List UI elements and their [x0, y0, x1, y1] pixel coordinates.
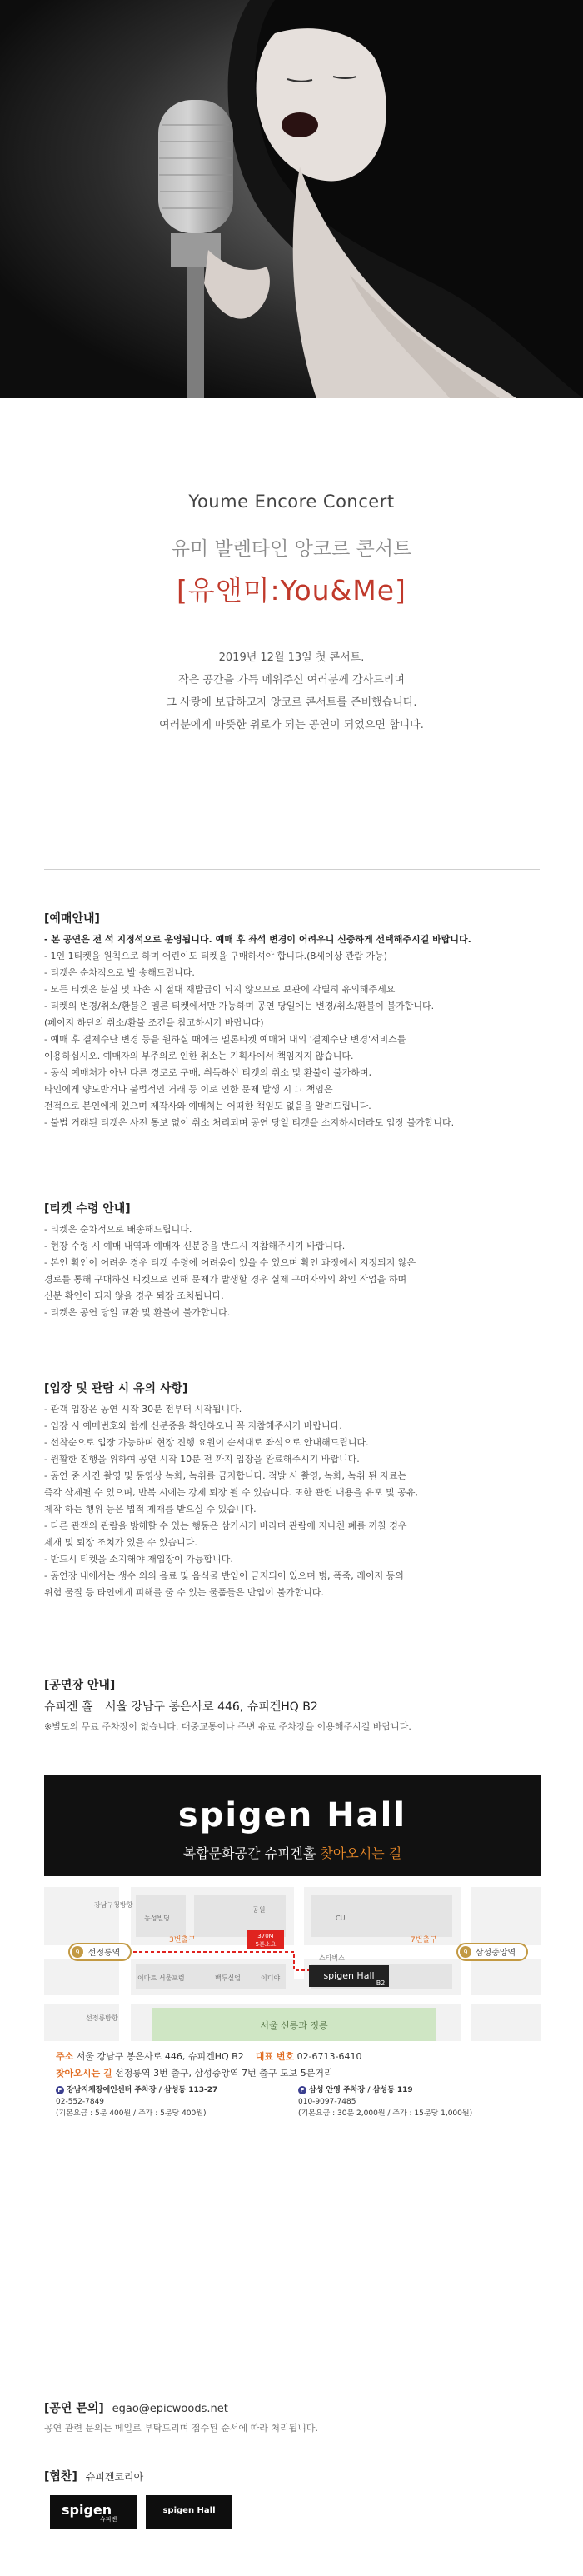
parking-right [298, 2084, 531, 2119]
list-item: (페이지 하단의 취소/환불 조건을 참고하시기 바랍니다) [44, 1017, 264, 1028]
list-item: 제작 하는 행위 등은 법적 제재를 받으실 수 있습니다. [44, 1504, 257, 1515]
directions-value: 선정릉역 3번 출구, 삼성중앙역 7번 출구 도보 5분거리 [115, 2068, 333, 2079]
sponsor-heading: [협찬] [44, 2470, 77, 2484]
map-block [44, 1775, 541, 2141]
map-label: 동성빌딩 [144, 1915, 170, 1922]
map-label: 강남구청방향 [94, 1901, 133, 1909]
list-item: - 현장 수령 시 예매 내역과 예매자 신분증을 반드시 지참해주시기 바랍니다. [44, 1241, 346, 1251]
venue-line [44, 1698, 552, 1715]
list-item: - 1인 1티켓을 원칙으로 하며 어린이도 티켓을 구매하셔야 합니다.(8세이상 관람 가능) [44, 951, 388, 961]
map-hall-label: spigen Hall [323, 1970, 375, 1981]
list-item: 신분 확인이 되지 않을 경우 퇴장 조치됩니다. [44, 1290, 224, 1301]
section-heading: [입장 및 관람 시 유의 사항] [44, 1382, 188, 1395]
contact-section [44, 2399, 552, 2434]
park-label: 서울 선릉과 정릉 [260, 2020, 328, 2031]
list-item: - 티켓은 순차적으로 배송해드립니다. [44, 1224, 192, 1235]
list-item: - 선착순으로 입장 가능하며 현장 진행 요원이 순서대로 좌석으로 안내해드립니다. [44, 1437, 369, 1448]
list-item: 즉각 삭제될 수 있으며, 반복 시에는 강제 퇴장 될 수 있습니다. 또한 관련 내용을 유포 및 공유, [44, 1487, 418, 1498]
addr-label: 주소 [56, 2051, 74, 2062]
parking-note: ※별도의 무료 주차장이 없습니다. 대중교통이나 주변 유료 주차장을 이용해주시길 바랍니다. [44, 1721, 411, 1732]
map-label: 선정릉방향 [86, 2014, 118, 2022]
english-title: Youme Encore Concert [188, 492, 395, 512]
list-item: - 공연 중 사진 촬영 및 동영상 녹화, 녹취를 금지합니다. 적발 시 촬영, 녹화, 녹취 된 자료는 [44, 1470, 407, 1481]
exit-right: 7번출구 [411, 1936, 437, 1944]
list-item: - 관객 입장은 공연 시작 30분 전부터 시작됩니다. [44, 1404, 242, 1415]
list-item: - 반드시 티켓을 소지해야 재입장이 가능합니다. [44, 1554, 233, 1565]
hero-photo [0, 0, 583, 398]
list-item: - 본인 확인이 어려운 경우 티켓 수령에 어려움이 있을 수 있으며 확인 과정에서 지정되지 않은 [44, 1257, 416, 1268]
contact-email[interactable]: egao@epicwoods.net [112, 2403, 228, 2415]
main-title: [유앤미:You&Me] [177, 574, 406, 607]
parking-icon: P [56, 2086, 64, 2094]
map-subtitle-a: 복합문화공간 슈피겐홀 [182, 1845, 316, 1861]
venue-name: 슈피겐 홀 [44, 1700, 93, 1714]
list-item: 전적으로 본인에게 있으며 제작사와 예매처는 어떠한 책임도 없음을 알려드립니다. [44, 1101, 371, 1111]
divider [44, 869, 540, 870]
parking-left-title: 강남지체장애인센터 주차장 / 삼성동 113-27 [67, 2086, 218, 2094]
list-item: - 모든 티켓은 분실 및 파손 시 절대 재발급이 되지 않으므로 보관에 각별히 유의해주세요 [44, 984, 396, 995]
phone-label: 대표 번호 [255, 2051, 295, 2062]
section-heading: [티켓 수령 안내] [44, 1202, 131, 1216]
contact-note: 공연 관련 문의는 메일로 부탁드리며 접수된 순서에 따라 처리됩니다. [44, 2423, 318, 2434]
spigen-hall-logo-small [146, 2495, 232, 2529]
list-item: - 티켓의 변경/취소/환불은 멜론 티켓에서만 가능하며 공연 당일에는 변경/취소/환불이 불가합니다. [44, 1001, 435, 1011]
desc-line: 작은 공간을 가득 메워주신 여러분께 감사드리며 [178, 674, 405, 686]
list-item: - 본 공연은 전 석 지정석으로 운영됩니다. 예매 후 좌석 변경이 어려우니 신중하게 선택해주시길 바랍니다. [44, 934, 471, 945]
spigen-logo-text: spigen [62, 2502, 112, 2518]
list-item: - 티켓은 순차적으로 발 송해드립니다. [44, 967, 195, 978]
korean-title: 유미 발렌타인 앙코르 콘서트 [171, 538, 412, 560]
section-heading: [예매안내] [44, 912, 100, 926]
desc-line: 여러분에게 따뜻한 위로가 되는 공연이 되었으면 합니다. [159, 719, 424, 731]
exit-left: 3번출구 [169, 1936, 196, 1944]
ticketing-list [44, 931, 552, 1131]
spigen-hall-logo: spigen Hall [177, 1796, 407, 1835]
directions-label: 찾아오시는 길 [56, 2068, 112, 2079]
ticket-pickup-section [44, 1200, 552, 1321]
pickup-list [44, 1221, 552, 1321]
list-item: 위험 물질 등 타인에게 피해를 줄 수 있는 물품들은 반입이 불가합니다. [44, 1587, 324, 1598]
addr-value: 서울 강남구 봉은사로 446, 슈피겐HQ B2 [76, 2051, 244, 2062]
sponsor-name: 슈피겐코리아 [85, 2471, 144, 2483]
map-label: 스타벅스 [319, 1954, 345, 1962]
svg-text:370M: 370M [257, 1933, 274, 1939]
list-item: 제재 및 퇴장 조치가 있을 수 있습니다. [44, 1537, 197, 1548]
parking-left [56, 2084, 289, 2119]
entry-section [44, 1380, 552, 1601]
map-label: CU [336, 1915, 346, 1922]
list-item: - 공식 예매처가 아닌 다른 경로로 구매, 취득하신 티켓의 취소 및 환불이 불가하며, [44, 1067, 371, 1078]
microphone-icon [158, 100, 233, 398]
list-item: - 예매 후 결제수단 변경 등을 원하실 때에는 멜론티켓 예매처 내의 '결제수단 변경'서비스를 [44, 1034, 406, 1045]
spigen-logo-sub: 슈피겐 [100, 2516, 117, 2523]
desc-line: 그 사랑에 보답하고자 앙코르 콘서트를 준비했습니다. [166, 696, 417, 709]
list-item: - 다른 관객의 관람을 방해할 수 있는 행동은 삼가시기 바라며 관람에 지나친 폐를 끼칠 경우 [44, 1520, 407, 1531]
list-item: - 공연장 내에서는 생수 외의 음료 및 음식물 반입이 금지되어 있으며 병, 폭죽, 레이저 등의 [44, 1570, 404, 1581]
desc-line: 2019년 12월 13일 첫 콘서트. [218, 651, 365, 664]
contact-heading: [공연 문의] [44, 2402, 104, 2415]
intro-description [0, 646, 583, 736]
map-header [44, 1775, 541, 1876]
ticketing-section [44, 910, 552, 1131]
section-heading: [공연장 안내] [44, 1679, 116, 1692]
venue-address: 서울 강남구 봉은사로 446, 슈피겐HQ B2 [105, 1700, 318, 1714]
list-item: 이용하십시오. 예매자의 부주의로 인한 취소는 기획사에서 책임지지 않습니다. [44, 1051, 354, 1061]
svg-text:5분소요: 5분소요 [255, 1941, 277, 1948]
spigen-logo [50, 2495, 137, 2529]
map-label: 백두실업 [215, 1974, 241, 1982]
list-item: - 원활한 진행을 위하여 공연 시작 10분 전 까지 입장을 완료해주시기 바랍니다. [44, 1454, 360, 1465]
list-item: 타인에게 양도받거나 불법적인 거래 등 이로 인한 문제 발생 시 그 책임은 [44, 1084, 333, 1095]
map-subtitle [44, 1843, 541, 1862]
list-item: - 티켓은 공연 당일 교환 및 환불이 불가합니다. [44, 1307, 231, 1318]
parking-right-title: 삼성 안영 주차장 / 삼성동 119 [309, 2086, 413, 2094]
right-station-name: 삼성중앙역 [475, 1949, 516, 1958]
spigen-hall-logo-text: spigen Hall [162, 2506, 216, 2515]
phone-value: 02-6713-6410 [296, 2051, 362, 2062]
list-item: - 입장 시 예매번호와 함께 신분증을 확인하오니 꼭 지참해주시기 바랍니다. [44, 1420, 342, 1431]
map-subtitle-b: 찾아오시는 길 [320, 1845, 402, 1861]
intro-section [0, 492, 583, 736]
map-label: 공원 [252, 1906, 266, 1914]
parking-right-fee: (기본요금 : 30분 2,000원 / 추가 : 15분당 1,000원) [298, 2109, 473, 2118]
location-map [44, 1887, 541, 2041]
parking-left-fee: (기본요금 : 5분 400원 / 추가 : 5분당 400원) [56, 2109, 207, 2118]
entry-list [44, 1401, 552, 1601]
parking-left-phone: 02-552-7849 [56, 2098, 105, 2106]
map-label: 이마트 서울포럼 [137, 1974, 185, 1982]
right-line-number: 9 [463, 1949, 468, 1956]
list-item: - 불법 거래된 티켓은 사전 통보 없이 취소 처리되며 공연 당일 티켓을 소지하시더라도 입장 불가합니다. [44, 1117, 455, 1128]
sponsor-section [44, 2468, 552, 2484]
map-hall-floor: B2 [376, 1979, 386, 1987]
parking-right-phone: 010-9097-7485 [298, 2098, 356, 2106]
venue-section [44, 1676, 552, 1733]
parking-icon: P [298, 2086, 306, 2094]
left-station-name: 선정릉역 [87, 1949, 121, 1958]
list-item: 경로를 통해 구매하신 티켓으로 인해 문제가 발생할 경우 실제 구매자와의 확인 작업을 하며 [44, 1274, 407, 1285]
singer-illustration [0, 0, 583, 398]
left-line-number: 9 [75, 1949, 80, 1956]
map-label: 이디야 [261, 1974, 281, 1982]
map-address-block [56, 2049, 531, 2079]
